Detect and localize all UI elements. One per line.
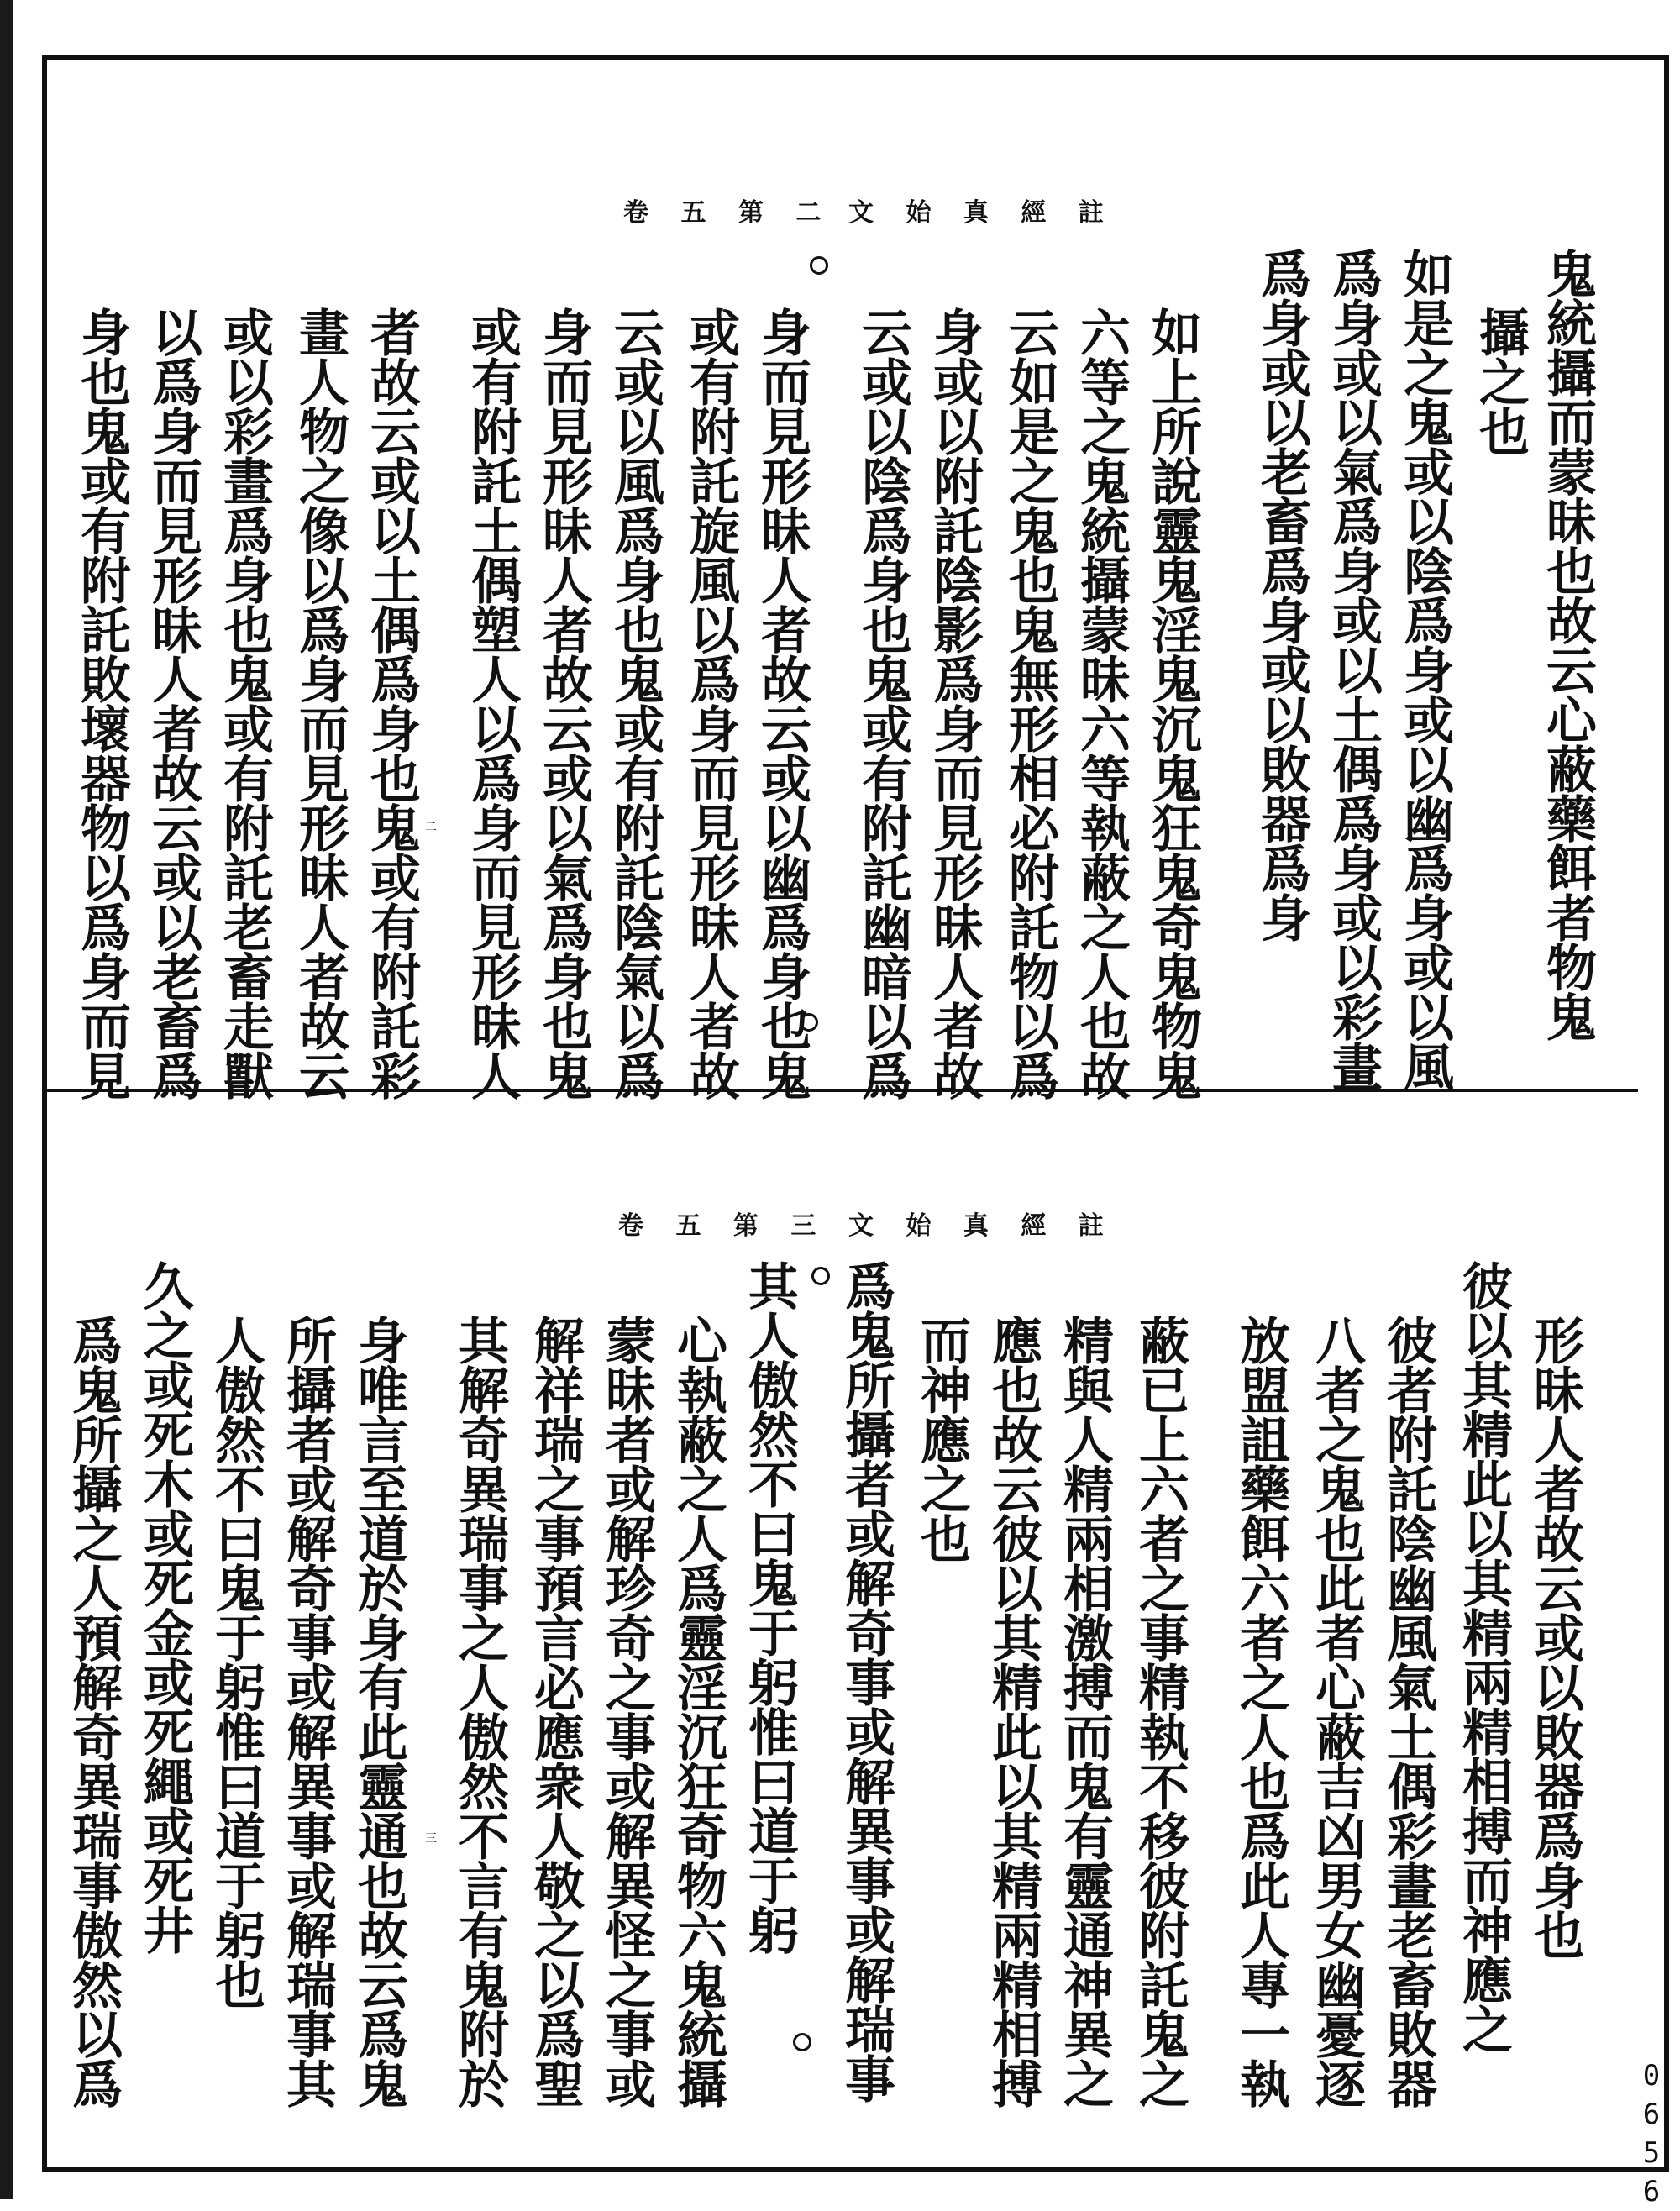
text-column: 身而見形昧人者故云或以氣爲身也鬼 — [534, 307, 593, 1100]
text-column: 或有附託旋風以爲身而見形昧人者故 — [681, 307, 740, 1100]
punctuation-circle-mark — [811, 1267, 830, 1285]
text-column: 云或以風爲身也鬼或有附託陰氣以爲 — [606, 307, 664, 1100]
text-column: 以爲身而見形昧人者故云或以老畜爲 — [144, 307, 202, 1100]
text-column: 身唯言至道於身有此靈通也故云爲鬼 — [349, 1315, 408, 2108]
text-column: 如上所說靈鬼淫鬼沉鬼狂鬼奇鬼物鬼 — [1143, 307, 1202, 1100]
text-column: 六等之鬼統攝蒙昧六等執蔽之人也故 — [1072, 307, 1131, 1100]
running-head-title-top: 文 始 真 經 註 — [848, 198, 1116, 228]
side-page-number: 0656 — [1642, 2059, 1661, 2208]
text-column: 畫人物之像以爲身而見形昧人者故云 — [291, 307, 349, 1100]
text-column: 應也故云彼以其精此以其精兩精相搏 — [984, 1315, 1042, 2108]
text-column: 爲身或以老畜爲身或以敗器爲身 — [1252, 248, 1311, 942]
text-column: 其解奇異瑞事之人傲然不言有鬼附於 — [450, 1315, 509, 2108]
text-column: 云或以陰爲身也鬼或有附託幽暗以爲 — [853, 307, 912, 1100]
text-column: 身而見形昧人者故云或以幽爲身也鬼 — [753, 307, 811, 1100]
text-column: 彼者附託陰幽風氣土偶彩畫老畜敗器 — [1378, 1315, 1437, 2108]
text-column: 蔽已上六者之事精執不移彼附託鬼之 — [1131, 1315, 1189, 2108]
text-column: 云如是之鬼也鬼無形相必附託物以爲 — [1000, 307, 1059, 1100]
text-column: 所攝者或解奇事或解異事或解瑞事其 — [278, 1315, 337, 2108]
folio-number-bottom: 三 — [425, 1832, 437, 1846]
running-head-title-bottom: 文 始 真 經 註 — [848, 1211, 1116, 1241]
text-column: 身也鬼或有附託敗壞器物以爲身而見 — [72, 307, 131, 1100]
text-column: 而神應之也 — [912, 1315, 971, 1562]
text-column: 久之或死木或死金或死繩或死井 — [135, 1260, 194, 1954]
text-column: 鬼統攝而蒙昧也故云心蔽藥餌者物鬼 — [1538, 248, 1597, 1041]
text-column: 爲身或以氣爲身或以土偶爲身或以彩畫 — [1324, 248, 1383, 1090]
text-column: 或以彩畫爲身也鬼或有附託老畜走獸 — [215, 307, 274, 1100]
text-column: 或有附託土偶塑人以爲身而見形昧人 — [463, 307, 522, 1100]
text-column: 者故云或以土偶爲身也鬼或有附託彩 — [362, 307, 421, 1100]
text-column: 形昧人者故云或以敗器爲身也 — [1525, 1315, 1584, 1959]
text-column: 精與人精兩相激搏而鬼有靈通神異之 — [1055, 1315, 1114, 2108]
text-column: 如是之鬼或以陰爲身或以幽爲身或以風 — [1395, 248, 1454, 1090]
text-column: 爲鬼所攝者或解奇事或解異事或解瑞事 — [837, 1260, 895, 2103]
folio-number-top: 二 — [425, 821, 437, 834]
text-column: 人傲然不曰鬼于躬惟曰道于躬也 — [207, 1315, 265, 2009]
running-head-volume-bottom: 卷 五 第 三 — [618, 1211, 828, 1241]
text-column: 八者之鬼也此者心蔽吉凶男女幽憂逐 — [1307, 1315, 1366, 2108]
text-column: 蒙昧者或解珍奇之事或解異怪之事或 — [597, 1315, 656, 2108]
punctuation-circle-mark — [810, 256, 828, 275]
text-column: 彼以其精此以其精兩精相搏而神應之 — [1454, 1260, 1513, 2053]
punctuation-circle-mark — [793, 2033, 811, 2051]
text-column: 爲鬼所攝之人預解奇異瑞事傲然以爲 — [64, 1315, 123, 2108]
page-edge-shadow — [0, 0, 13, 2199]
punctuation-circle-mark — [800, 1013, 818, 1032]
text-column: 其人傲然不曰鬼于躬惟曰道于躬 — [740, 1260, 799, 1954]
running-head-volume-top: 卷 五 第 二 — [623, 198, 833, 228]
text-column: 身或以附託陰影爲身而見形昧人者故 — [925, 307, 984, 1100]
text-column: 攝之也 — [1471, 307, 1530, 455]
text-column: 解祥瑞之事預言必應衆人敬之以爲聖 — [526, 1315, 585, 2108]
text-column: 放盟詛藥餌六者之人也爲此人專一執 — [1231, 1315, 1290, 2108]
text-column: 心執蔽之人爲靈淫沉狂奇物六鬼統攝 — [669, 1315, 727, 2108]
